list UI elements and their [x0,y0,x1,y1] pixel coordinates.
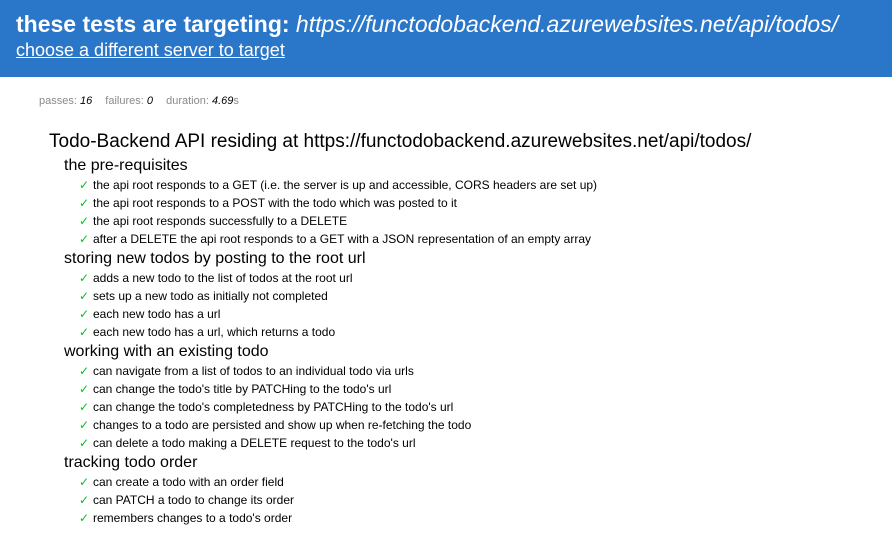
test-title: each new todo has a url, which returns a todo [93,325,336,339]
test-title: can change the todo's completedness by PATCHing to the todo's url [93,400,454,414]
test-item[interactable] [79,269,892,287]
pass-check-icon: ✓ [79,493,90,507]
pass-check-icon: ✓ [79,511,90,525]
sub-suite [64,452,892,527]
test-item[interactable] [79,398,892,416]
pass-check-icon: ✓ [79,178,90,192]
duration-value: 4.69 [211,95,234,107]
test-title: can navigate from a list of todos to an individual todo via urls [93,364,414,378]
duration-stat: duration: 4.69s [166,95,239,107]
target-header [0,0,892,77]
test-title: each new todo has a url [93,307,221,321]
test-item[interactable] [79,194,892,212]
pass-check-icon: ✓ [79,436,90,450]
test-item[interactable] [79,509,892,527]
failures-stat: failures: 0 [105,95,154,107]
sub-suite-title[interactable]: storing new todos by posting to the root url [64,250,366,267]
pass-check-icon: ✓ [79,289,90,303]
pass-check-icon: ✓ [79,271,90,285]
sub-suite-title[interactable]: the pre-requisites [64,157,188,174]
test-item[interactable] [79,362,892,380]
test-item[interactable] [79,380,892,398]
test-stats [39,95,249,107]
test-title: adds a new todo to the list of todos at the root url [93,271,353,285]
test-item[interactable] [79,434,892,452]
test-title: can change the todo's title by PATCHing to the todo's url [93,382,392,396]
sub-suite [64,248,892,341]
test-title: can PATCH a todo to change its order [93,493,294,507]
sub-suite-title[interactable]: working with an existing todo [64,343,269,360]
test-title: can create a todo with an order field [93,475,284,489]
target-url: https://functodobackend.azurewebsites.net/api/todos/ [295,11,839,37]
test-title: the api root responds to a GET (i.e. the server is up and accessible, CORS headers are set up) [93,178,598,192]
test-item[interactable] [79,230,892,248]
target-line [16,9,876,39]
pass-check-icon: ✓ [79,232,90,246]
test-title: after a DELETE the api root responds to a GET with a JSON representation of an empty array [93,232,592,246]
test-item[interactable] [79,473,892,491]
target-label: these tests are targeting: [16,11,290,37]
test-item[interactable] [79,212,892,230]
mocha-report [49,129,892,527]
test-title: can delete a todo making a DELETE request to the todo's url [93,436,416,450]
pass-check-icon: ✓ [79,307,90,321]
test-item[interactable] [79,491,892,509]
passes-count: 16 [79,95,93,107]
choose-server-link[interactable]: choose a different server to target [16,40,285,60]
pass-check-icon: ✓ [79,364,90,378]
test-item[interactable] [79,176,892,194]
pass-check-icon: ✓ [79,418,90,432]
test-title: the api root responds to a POST with the todo which was posted to it [93,196,457,210]
sub-suite-title[interactable]: tracking todo order [64,454,198,471]
test-title: changes to a todo are persisted and show up when re-fetching the todo [93,418,472,432]
pass-check-icon: ✓ [79,196,90,210]
suite-title[interactable]: Todo-Backend API residing at https://functodobackend.azurewebsites.net/api/todos/ [49,131,752,152]
sub-suite [64,341,892,452]
test-title: remembers changes to a todo's order [93,511,293,525]
pass-check-icon: ✓ [79,400,90,414]
passes-stat: passes: 16 [39,95,93,107]
suite-list [49,155,892,527]
test-item[interactable] [79,323,892,341]
sub-suite [64,155,892,248]
test-item[interactable] [79,287,892,305]
pass-check-icon: ✓ [79,382,90,396]
test-item[interactable] [79,416,892,434]
pass-check-icon: ✓ [79,475,90,489]
test-title: sets up a new todo as initially not completed [93,289,328,303]
failures-count: 0 [146,95,154,107]
pass-check-icon: ✓ [79,214,90,228]
pass-check-icon: ✓ [79,325,90,339]
test-item[interactable] [79,305,892,323]
test-title: the api root responds successfully to a DELETE [93,214,348,228]
